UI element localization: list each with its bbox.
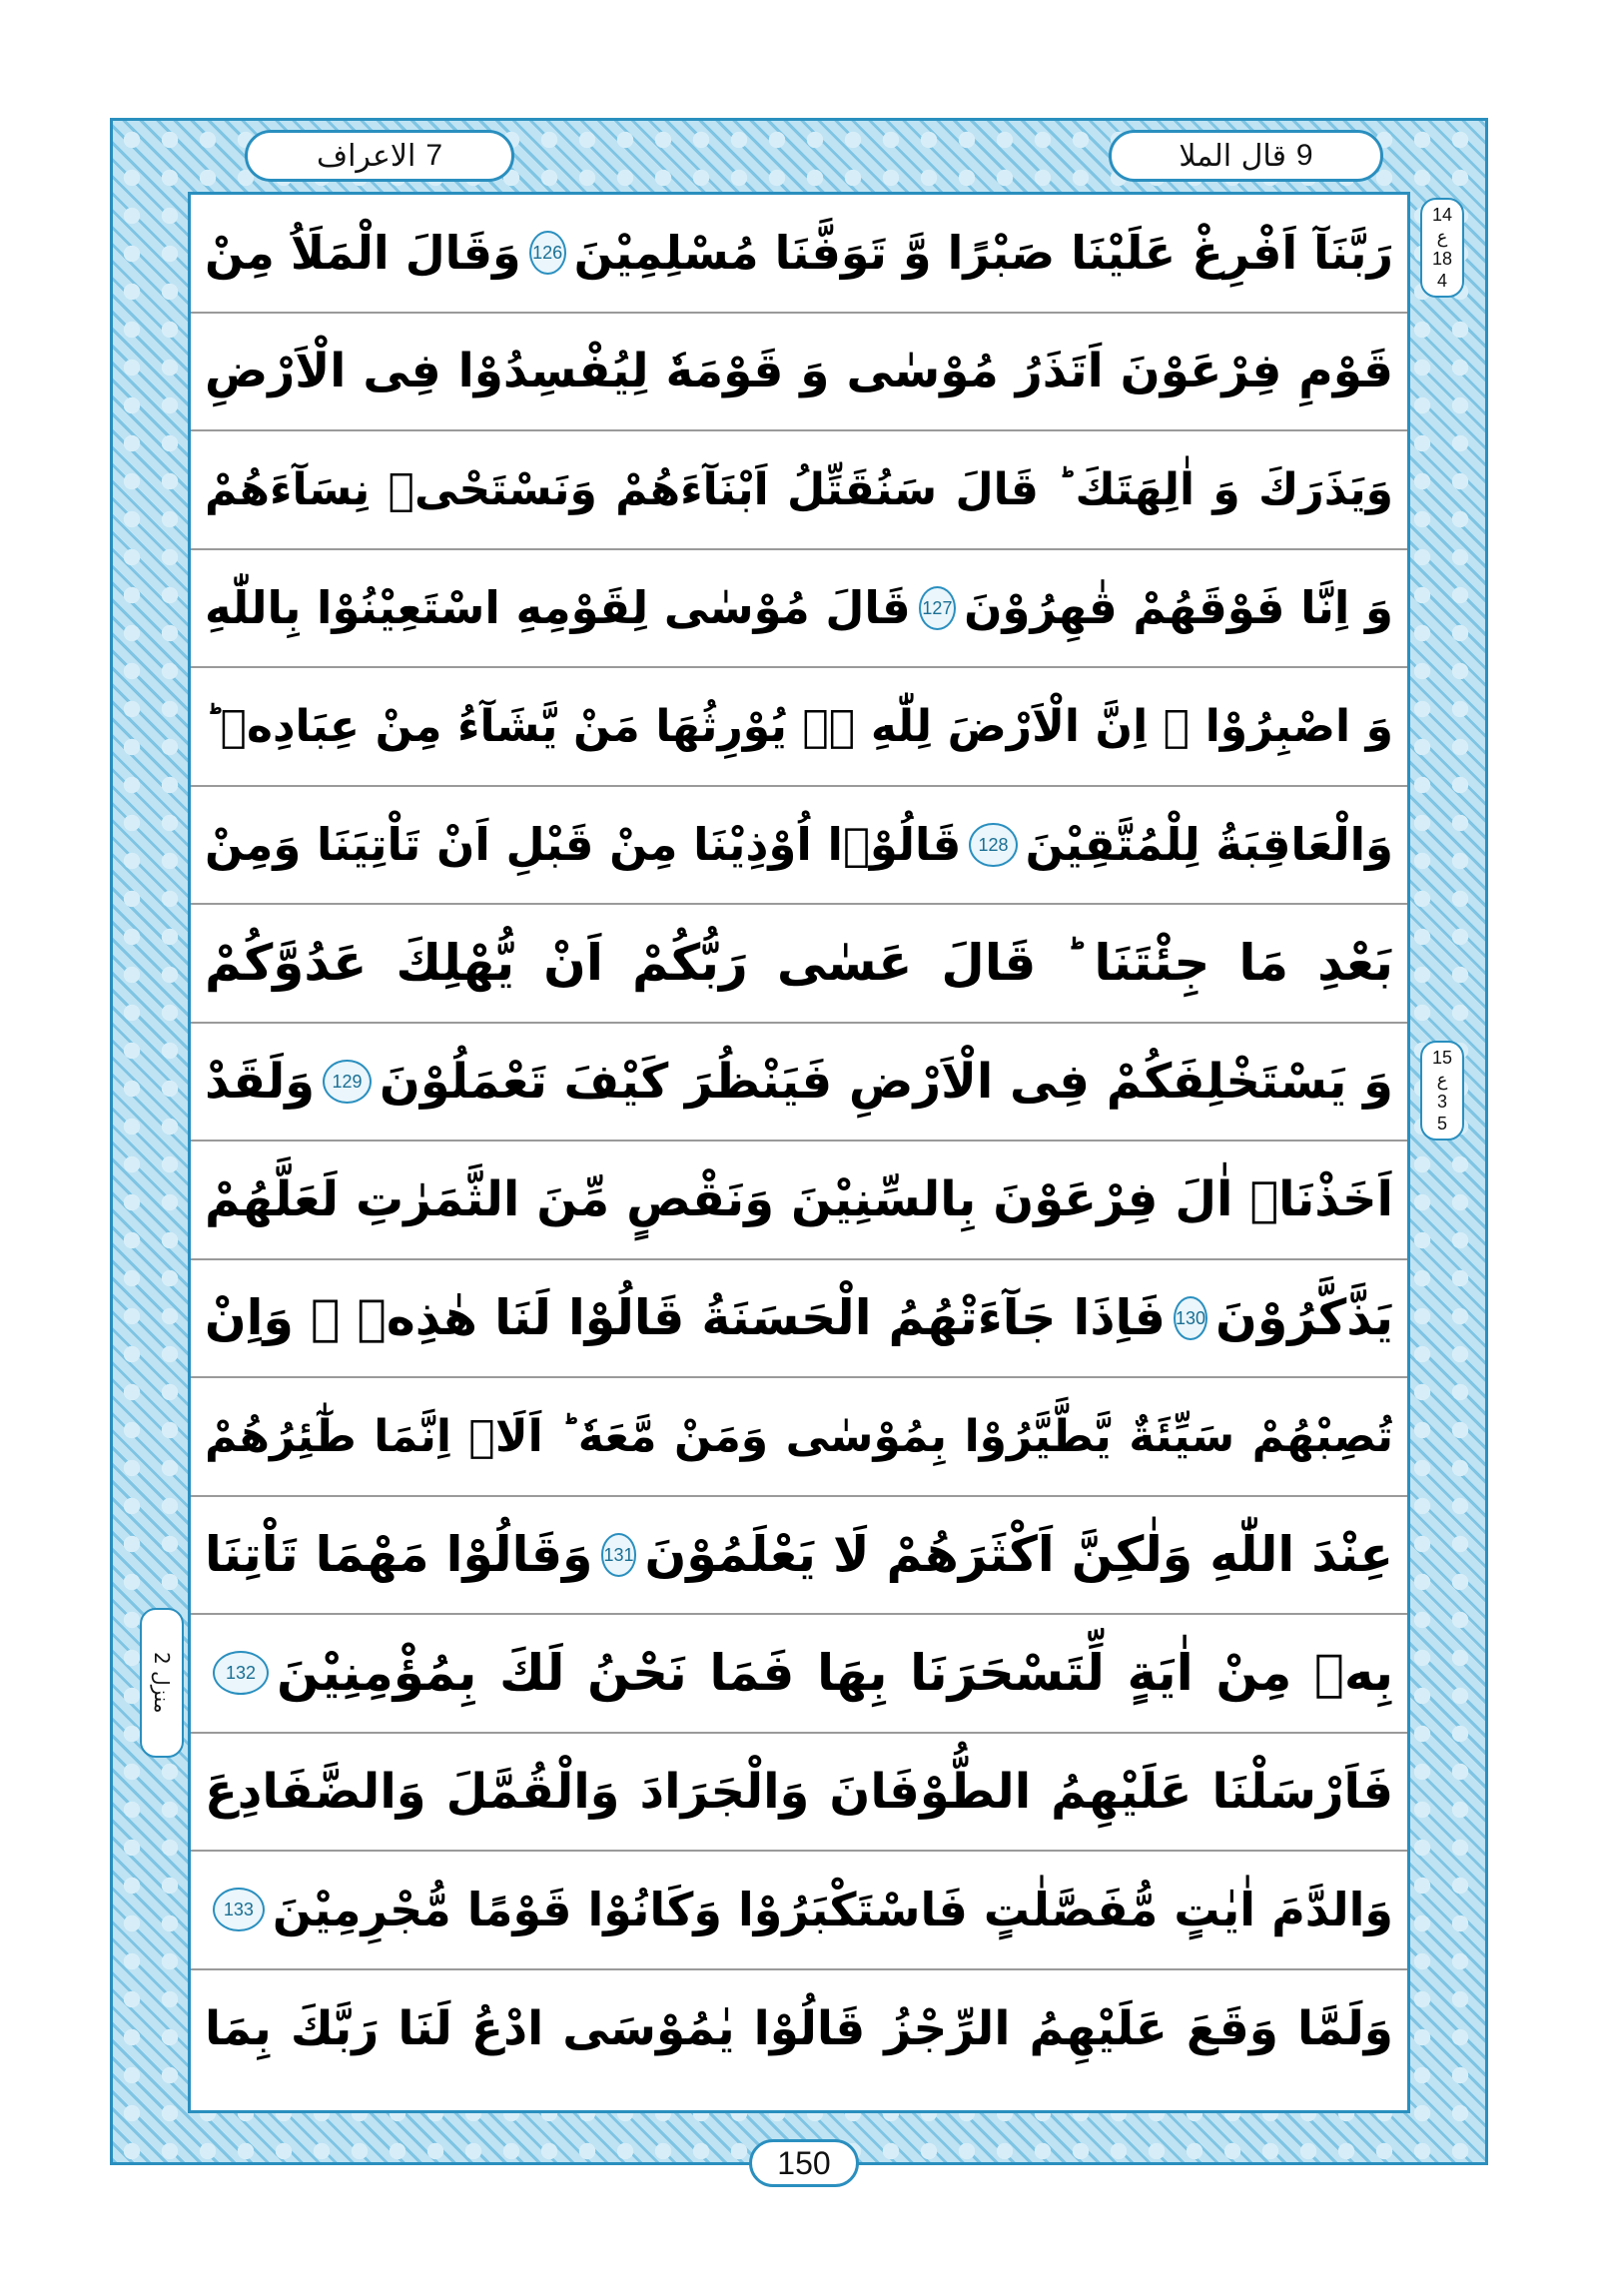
verse-line [191, 195, 1407, 314]
verse-text-continued: قَالُوْۤا اُوْذِيْنَا مِنْ قَبْلِ اَنْ تَاْتِيَنَا وَمِنْ [205, 818, 962, 872]
verse-line [191, 1260, 1407, 1379]
ayah-number-marker: 128 [969, 823, 1017, 867]
ruku-marker-value: 3 [1436, 1092, 1447, 1112]
verse-text: وَالْعَاقِبَةُ لِلْمُتَّقِيْنَ [1025, 818, 1393, 872]
verse-line [191, 314, 1407, 432]
ruku-marker-1 [1420, 198, 1464, 298]
verse-text: وَيَذَرَكَ وَ اٰلِهَتَكَ ؕ قَالَ سَنُقَتِّلُ اَبْنَآءَهُمْ وَنَسْتَحْىٖ نِسَآءَهُمْ [205, 463, 1393, 515]
verse-text: رَبَّنَآ اَفْرِغْ عَلَيْنَا صَبْرًا وَّ تَوَفَّنَا مُسْلِمِيْنَ [573, 226, 1393, 281]
surah-name: الاعراف [316, 138, 416, 174]
ayah-number-marker: 133 [213, 1888, 265, 1931]
ayah-number-marker: 127 [919, 586, 956, 630]
ruku-marker-value: 5 [1436, 1114, 1447, 1134]
ruku-marker-value: 4 [1436, 271, 1447, 291]
surah-header [245, 130, 514, 182]
verse-text: قَوْمِ فِرْعَوْنَ اَتَذَرُ مُوْسٰى وَ قَوْمَهٗ لِيُفْسِدُوْا فِى الْاَرْضِ [205, 344, 1393, 399]
ayah-number-marker: 131 [601, 1533, 637, 1577]
ruku-marker-2 [1420, 1041, 1464, 1141]
verse-text: اَخَذْنَاۤ اٰلَ فِرْعَوْنَ بِالسِّنِيْنَ وَنَقْصٍ مِّنَ الثَّمَرٰتِ لَعَلَّهُمْ [205, 1171, 1393, 1228]
ruku-marker-value: 15 [1431, 1048, 1453, 1068]
verse-text: وَ اِنَّا فَوْقَهُمْ قٰهِرُوْنَ [964, 581, 1393, 635]
verse-lines [191, 195, 1407, 2088]
verse-text: عِنْدَ اللّٰهِ وَلٰكِنَّ اَكْثَرَهُمْ لَا يَعْلَمُوْنَ [644, 1526, 1393, 1584]
verse-text-continued: وَقَالَ الْمَلَاُ مِنْ [205, 226, 521, 281]
verse-line [191, 787, 1407, 906]
verse-text: وَلَمَّا وَقَعَ عَلَيْهِمُ الرِّجْزُ قَالُوْا يٰمُوْسَى ادْعُ لَنَا رَبَّكَ بِمَا [205, 2001, 1393, 2057]
ruku-marker-value: 18 [1431, 249, 1453, 269]
ruku-marker-value: 14 [1431, 205, 1453, 225]
verse-text: بِهٖ مِنْ اٰيَةٍ لِّتَسْحَرَنَا بِهَا فَمَا نَحْنُ لَكَ بِمُؤْمِنِيْنَ [277, 1644, 1393, 1703]
para-header [1109, 130, 1383, 182]
page-number: 150 [749, 2139, 859, 2187]
ayah-number-marker: 130 [1174, 1296, 1207, 1340]
manzil-marker: منزل 2 [140, 1608, 184, 1758]
verse-line [191, 431, 1407, 550]
verse-line [191, 1497, 1407, 1616]
verse-text: بَعْدِ مَا جِئْتَنَا ؕ قَالَ عَسٰى رَبُّكُمْ اَنْ يُّهْلِكَ عَدُوَّكُمْ [205, 934, 1393, 993]
verse-line [191, 1852, 1407, 1970]
verse-line [191, 1142, 1407, 1260]
verse-text-continued: وَلَقَدْ [205, 1053, 316, 1110]
surah-number: 7 [425, 139, 443, 172]
para-number: 9 [1295, 139, 1313, 172]
verse-line [191, 1615, 1407, 1734]
verse-line [191, 1024, 1407, 1143]
ayah-number-marker: 129 [323, 1060, 372, 1104]
verse-text: تُصِبْهُمْ سَيِّئَةٌ يَّطَّيَّرُوْا بِمُوْسٰى وَمَنْ مَّعَهٗ ؕ اَلَاۤ اِنَّمَا طٰٓئِرُهُمْ [205, 1410, 1393, 1462]
verse-text-continued: وَقَالُوْا مَهْمَا تَاْتِنَا [205, 1526, 593, 1584]
verse-line [191, 550, 1407, 669]
verse-line [191, 1378, 1407, 1497]
verse-text: فَاَرْسَلْنَا عَلَيْهِمُ الطُّوْفَانَ وَالْجَرَادَ وَالْقُمَّلَ وَالضَّفَادِعَ [205, 1763, 1393, 1820]
verse-text: وَ يَسْتَخْلِفَكُمْ فِى الْاَرْضِ فَيَنْظُرَ كَيْفَ تَعْمَلُوْنَ [379, 1053, 1393, 1110]
verse-text: وَالدَّمَ اٰيٰتٍ مُّفَصَّلٰتٍ فَاسْتَكْبَرُوْا وَكَانُوْا قَوْمًا مُّجْرِمِيْنَ [272, 1883, 1393, 1937]
verse-text: يَذَّكَّرُوْنَ [1215, 1289, 1393, 1347]
ayah-number-marker: 132 [213, 1651, 269, 1695]
ruku-marker-letter: ع [1436, 227, 1448, 247]
verse-line [191, 1970, 1407, 2089]
para-name: قال الملا [1179, 138, 1286, 174]
verse-text-continued: فَاِذَا جَآءَتْهُمُ الْحَسَنَةُ قَالُوْا لَنَا هٰذِهٖ ۚ وَاِنْ [204, 1289, 1166, 1347]
verse-text-continued: قَالَ مُوْسٰى لِقَوْمِهِ اسْتَعِيْنُوْا بِاللّٰهِ [205, 581, 911, 635]
ayah-number-marker: 126 [529, 231, 566, 275]
verse-line [191, 668, 1407, 787]
verse-line [191, 905, 1407, 1024]
ruku-marker-letter: ع [1436, 1070, 1448, 1090]
verse-line [191, 1734, 1407, 1853]
verse-text: وَ اصْبِرُوْا ۚ اِنَّ الْاَرْضَ لِلّٰهِ ۙ۬ يُوْرِثُهَا مَنْ يَّشَآءُ مِنْ عِبَادِهٖ ؕ [205, 700, 1393, 752]
